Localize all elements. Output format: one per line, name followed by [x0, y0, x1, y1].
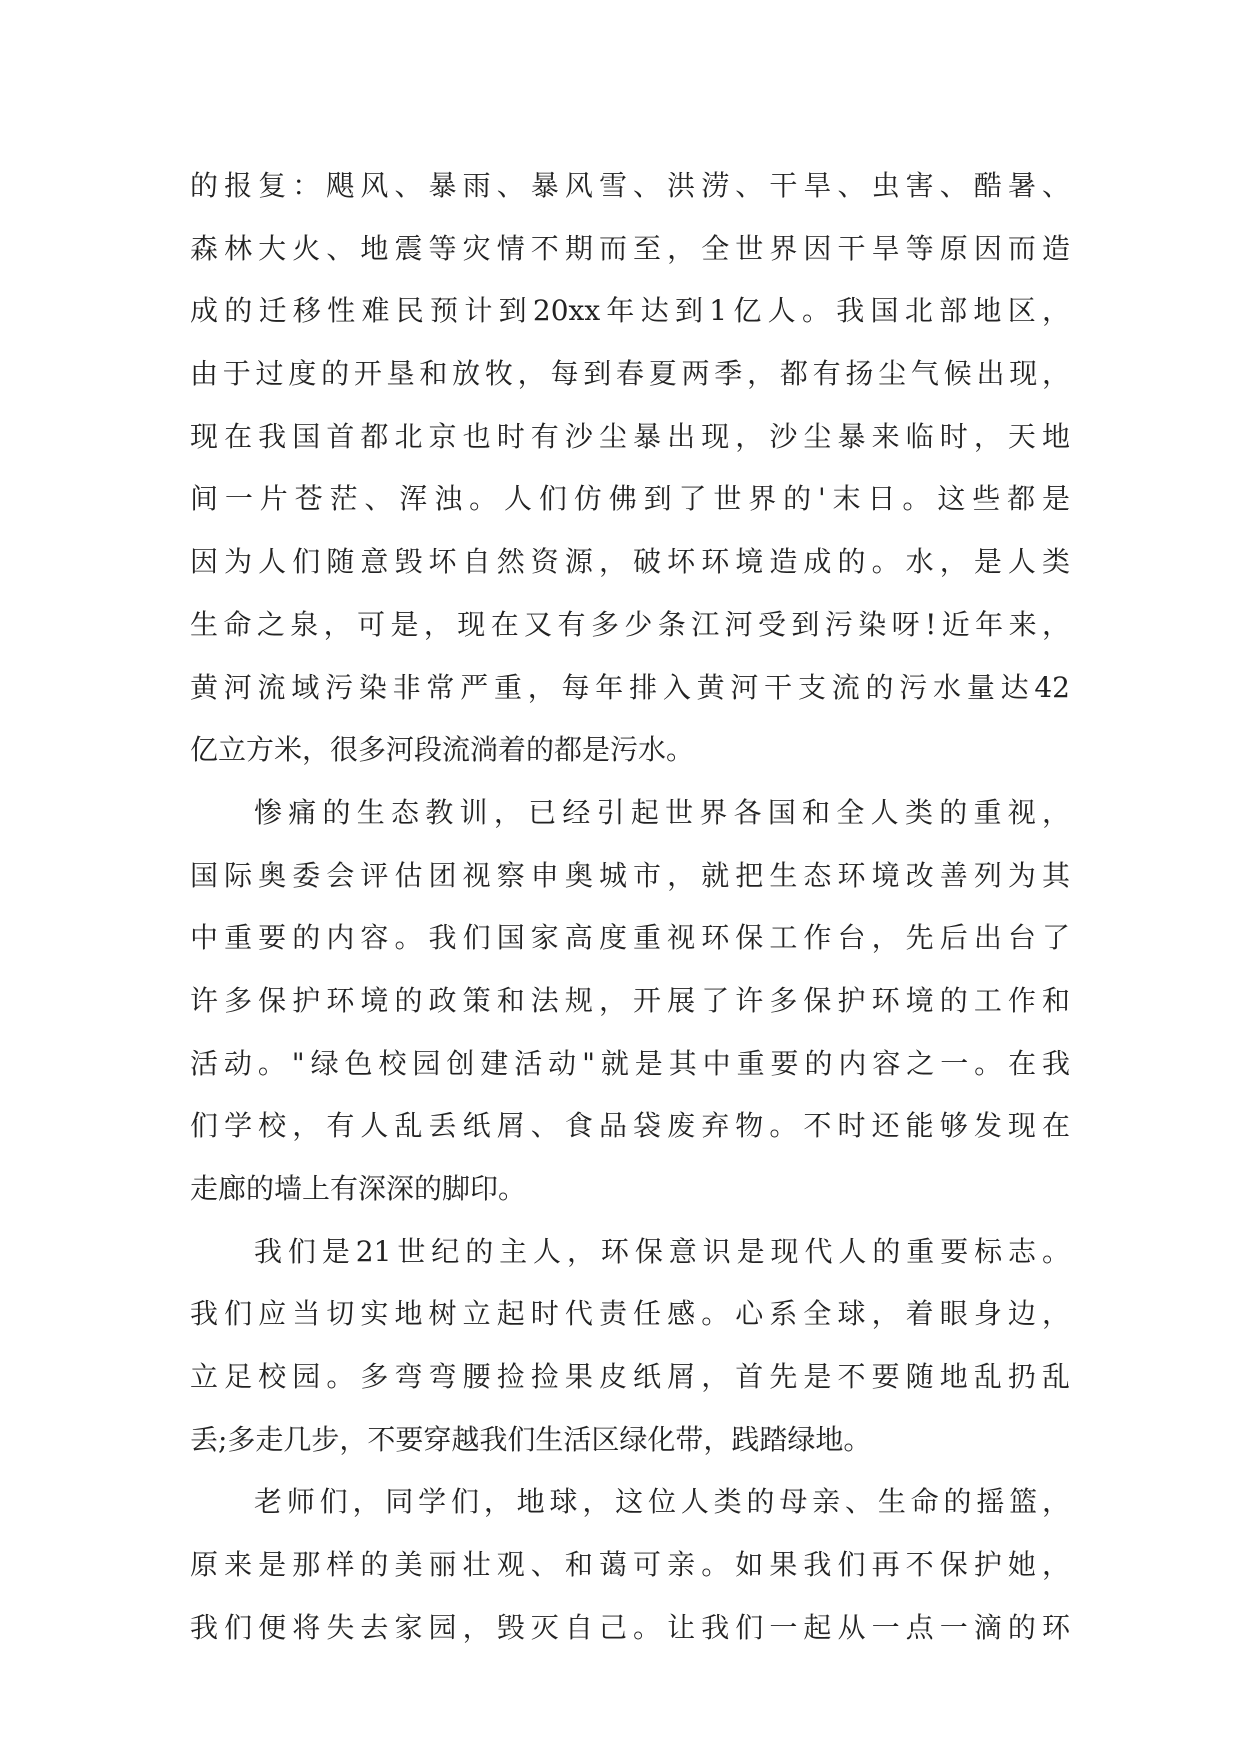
text-line: 黄河流域污染非常严重，每年排入黄河干支流的污水量达42 — [190, 670, 1070, 704]
paragraph-first-line: 惨痛的生态教训，已经引起世界各国和全人类的重视， — [254, 795, 1070, 829]
text-line: 我们应当切实地树立起时代责任感。心系全球，着眼身边， — [190, 1297, 1070, 1331]
text-line: 由于过度的开垦和放牧，每到春夏两季，都有扬尘气候出现， — [190, 357, 1070, 391]
text-line: 活动。"绿色校园创建活动"就是其中重要的内容之一。在我 — [190, 1046, 1070, 1080]
text-line: 间一片苍茫、浑浊。人们仿佛到了世界的'末日。这些都是 — [190, 482, 1070, 516]
text-line: 生命之泉，可是，现在又有多少条江河受到污染呀!近年来， — [190, 607, 1070, 641]
paragraph-first-line: 老师们，同学们，地球，这位人类的母亲、生命的摇篮， — [254, 1485, 1070, 1519]
body-text — [190, 155, 1070, 1660]
text-line: 亿立方米，很多河段流淌着的都是污水。 — [190, 733, 695, 767]
text-line: 丢;多走几步，不要穿越我们生活区绿化带，践踏绿地。 — [190, 1422, 872, 1456]
text-line: 我们便将失去家园，毁灭自己。让我们一起从一点一滴的环 — [190, 1610, 1070, 1644]
text-line: 原来是那样的美丽壮观、和蔼可亲。如果我们再不保护她， — [190, 1548, 1070, 1582]
paragraph-first-line: 我们是21世纪的主人，环保意识是现代人的重要标志。 — [254, 1234, 1070, 1268]
text-line: 成的迁移性难民预计到20xx年达到1亿人。我国北部地区， — [190, 294, 1070, 328]
text-line: 的报复：飓风、暴雨、暴风雪、洪涝、干旱、虫害、酷暑、 — [190, 169, 1070, 202]
text-line: 因为人们随意毁坏自然资源，破坏环境造成的。水，是人类 — [190, 545, 1070, 579]
text-line: 立足校园。多弯弯腰捡捡果皮纸屑，首先是不要随地乱扔乱 — [190, 1360, 1070, 1394]
text-line: 国际奥委会评估团视察申奥城市，就把生态环境改善列为其 — [190, 858, 1070, 892]
text-line: 现在我国首都北京也时有沙尘暴出现，沙尘暴来临时，天地 — [190, 419, 1070, 453]
text-line: 走廊的墙上有深深的脚印。 — [190, 1172, 527, 1205]
text-line: 森林大火、地震等灾情不期而至，全世界因干旱等原因而造 — [190, 231, 1070, 265]
text-line: 中重要的内容。我们国家高度重视环保工作台，先后出台了 — [190, 921, 1070, 955]
text-line: 们学校，有人乱丢纸屑、食品袋废弃物。不时还能够发现在 — [190, 1109, 1070, 1143]
text-line: 许多保护环境的政策和法规，开展了许多保护环境的工作和 — [190, 983, 1070, 1017]
